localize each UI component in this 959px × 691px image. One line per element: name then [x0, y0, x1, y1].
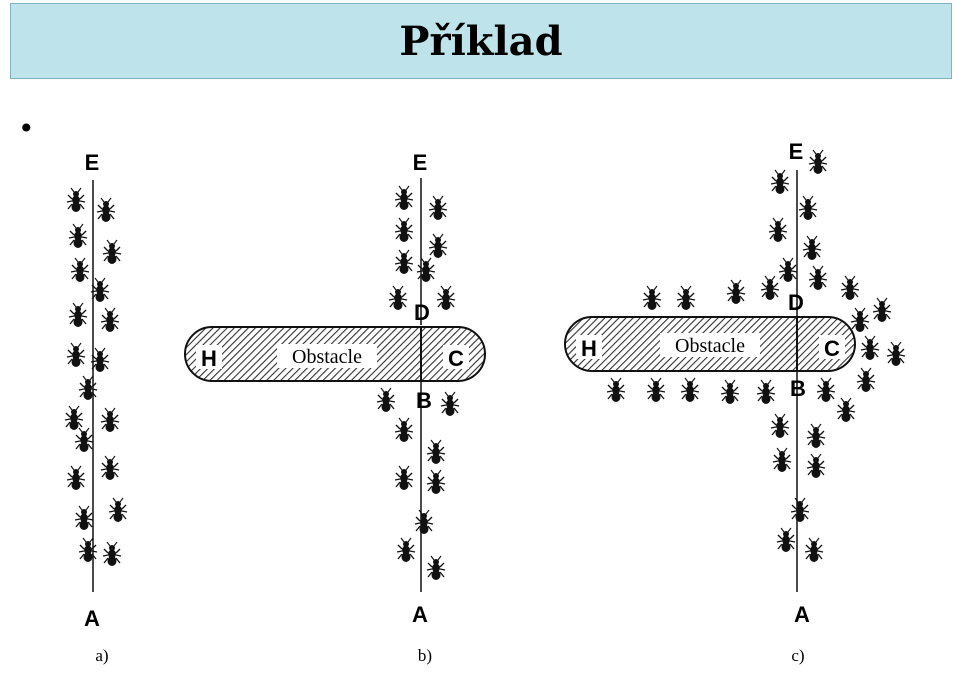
node-c-b: B	[790, 376, 806, 401]
node-c-d: D	[788, 290, 804, 315]
panel-b-bottom-label: A	[412, 602, 428, 627]
bullet-point: •	[18, 112, 35, 145]
panel-b-ants	[377, 186, 459, 580]
panel-a-caption: a)	[95, 646, 109, 665]
obstacle-b-label: Obstacle	[292, 346, 362, 368]
slide-title-bar	[10, 3, 952, 79]
panel-c-top-label: E	[788, 139, 804, 164]
obstacle-c-label: Obstacle	[675, 335, 745, 357]
panel-b-top-label: E	[412, 150, 428, 175]
panel-a-ants	[65, 188, 127, 566]
node-b-d: D	[414, 300, 430, 325]
panel-b	[185, 150, 485, 665]
slide-title: Příklad	[399, 17, 563, 65]
panel-a-top-label: E	[84, 150, 100, 175]
panel-a	[65, 150, 127, 665]
ant-trail-figure	[0, 130, 959, 691]
panel-c-bottom-label: A	[794, 602, 810, 627]
panel-a-bottom-label: A	[84, 606, 100, 631]
node-c-h: H	[581, 336, 597, 361]
node-b-b: B	[416, 388, 432, 413]
node-b-c: C	[448, 346, 464, 371]
node-c-c: C	[824, 336, 840, 361]
panel-c	[565, 139, 905, 665]
node-b-h: H	[201, 346, 217, 371]
panel-b-caption: b)	[417, 646, 433, 665]
panel-c-caption: c)	[791, 646, 805, 665]
